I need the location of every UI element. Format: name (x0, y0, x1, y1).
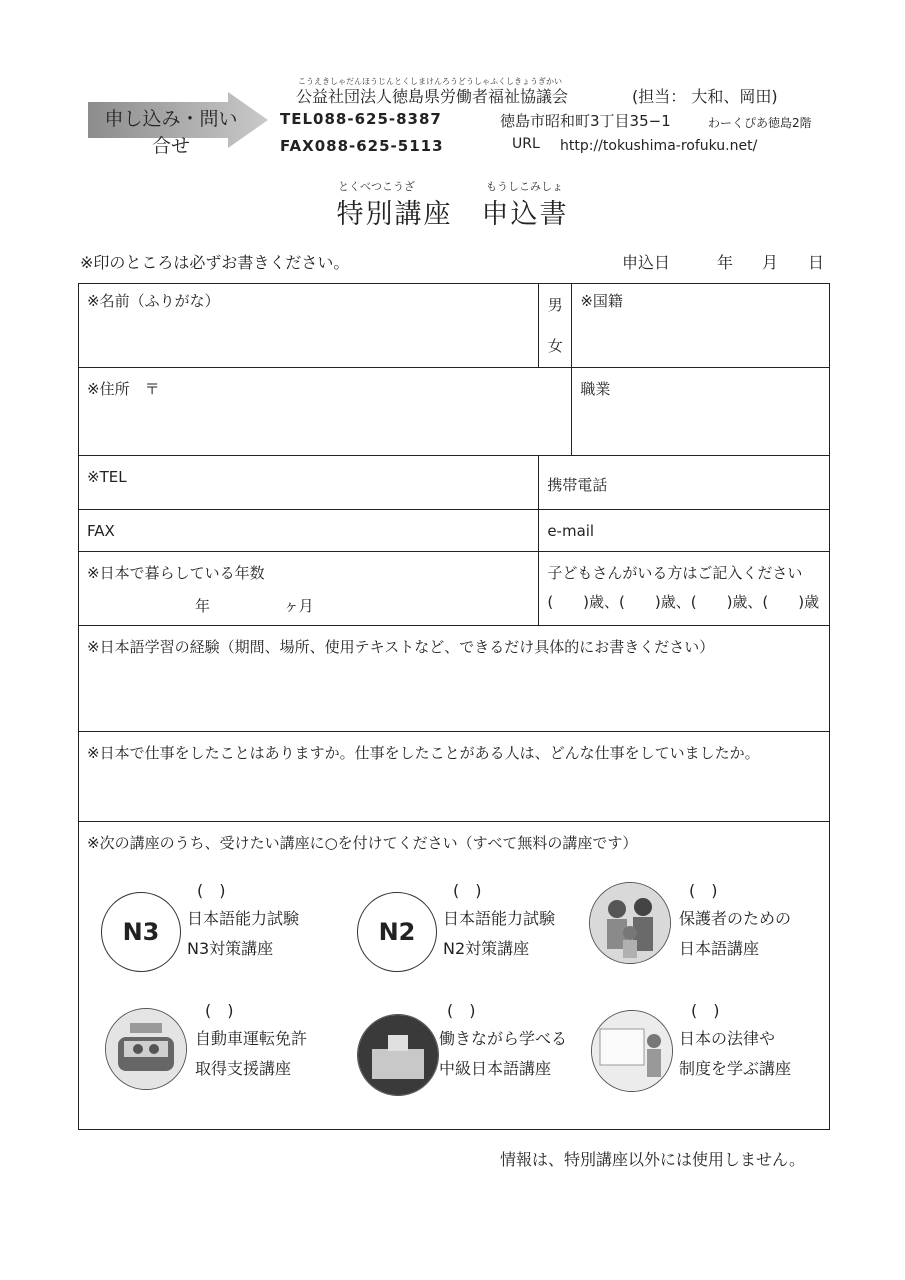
address: 徳島市昭和町3丁目35−1 (500, 112, 671, 130)
course-license-line2: 取得支援講座 (195, 1059, 292, 1078)
work-experience-field[interactable] (79, 732, 830, 822)
org-name: 公益社団法人徳島県労働者福祉協議会 (296, 87, 569, 106)
course-parents-line1: 保護者のための (679, 909, 792, 928)
url-label: URL (512, 136, 540, 152)
nationality-label: ※国籍 (580, 292, 623, 310)
fax-number: FAX088-625-5113 (280, 137, 444, 155)
apply-month: 月 (762, 253, 779, 272)
mobile-label: 携帯電話 (547, 476, 608, 494)
courses-label: ※次の講座のうち、受けたい講座に○を付けてください（すべて無料の講座です） (87, 834, 638, 852)
course-n3-line1: 日本語能力試験 (187, 909, 300, 928)
course-n2[interactable] (443, 904, 555, 964)
course-law-line2: 制度を学ぶ講座 (679, 1059, 792, 1078)
work-label: ※日本で仕事をしたことはありますか。仕事をしたことがある人は、どんな仕事をしていましたか。 (87, 744, 760, 762)
tel-number: TEL088-625-8387 (280, 110, 442, 128)
car-icon (105, 1008, 187, 1090)
course-parents[interactable] (679, 904, 791, 964)
occupation-field[interactable] (572, 368, 830, 456)
contact-badge-label: 申し込み・問い合せ (104, 108, 238, 157)
fax-label: FAX (87, 521, 115, 540)
email-field[interactable] (539, 510, 830, 552)
course-n3[interactable] (187, 904, 299, 964)
org-reading: こうえきしゃだんほうじんとくしまけんろうどうしゃふくしきょうぎかい (298, 77, 562, 86)
study-label: ※日本語学習の経験（期間、場所、使用テキストなど、できるだけ具体的にお書きください） (87, 638, 715, 656)
apply-day: 日 (808, 253, 825, 272)
gender-female[interactable]: 女 (547, 337, 563, 355)
children-label: 子どもさんがいる方はご記入ください (547, 564, 803, 582)
building: わーくぴあ徳島2階 (708, 116, 812, 130)
course-parents-line2: 日本語講座 (679, 939, 760, 958)
address-field[interactable] (79, 368, 572, 456)
name-field[interactable] (79, 284, 539, 368)
course-license-line1: 自動車運転免許 (195, 1029, 308, 1048)
years-in-japan-field[interactable] (79, 552, 539, 626)
occupation-label: 職業 (580, 380, 611, 398)
n2-badge: N2 (357, 892, 437, 972)
course-parents-checkbox[interactable]: ( ) (689, 881, 718, 900)
course-n2-checkbox[interactable]: ( ) (453, 881, 482, 900)
night-house-icon (357, 1014, 439, 1096)
family-icon (589, 882, 671, 964)
page-title: 特別講座 申込書 (336, 199, 569, 230)
name-label: ※名前（ふりがな） (87, 292, 220, 310)
mobile-field[interactable] (539, 456, 830, 510)
course-intermediate[interactable] (439, 1024, 567, 1084)
course-law-line1: 日本の法律や (679, 1029, 776, 1048)
gender-male[interactable]: 男 (547, 296, 563, 314)
email-label: e-mail (547, 521, 595, 540)
lecture-icon (591, 1010, 673, 1092)
months-unit: ヶ月 (283, 597, 314, 615)
required-notice: ※印のところは必ずお書きください。 (80, 253, 350, 272)
tel-field[interactable] (79, 456, 539, 510)
course-license-checkbox[interactable]: ( ) (205, 1001, 234, 1020)
course-license[interactable] (195, 1024, 307, 1084)
course-n2-line2: N2対策講座 (443, 939, 530, 958)
children-ages[interactable]: ( )歳、( )歳、( )歳、( )歳 (547, 593, 820, 611)
contact-person: (担当： 大和、岡田) (632, 87, 778, 106)
tel-label: ※TEL (87, 468, 127, 486)
application-form (78, 283, 830, 1130)
apply-year: 年 (717, 253, 734, 272)
course-intermediate-line1: 働きながら学べる (439, 1029, 568, 1048)
years-unit: 年 (195, 597, 211, 615)
course-selection-field (79, 822, 830, 1130)
children-field[interactable] (539, 552, 830, 626)
course-intermediate-checkbox[interactable]: ( ) (447, 1001, 476, 1020)
n3-badge: N3 (101, 892, 181, 972)
study-experience-field[interactable] (79, 626, 830, 732)
url-link[interactable]: http://tokushima-rofuku.net/ (560, 138, 758, 154)
title-reading-left: とくべつこうざ (338, 180, 415, 193)
address-label: ※住所 〒 (87, 380, 160, 398)
years-label: ※日本で暮らしている年数 (87, 564, 265, 582)
course-n2-line1: 日本語能力試験 (443, 909, 556, 928)
gender-cell[interactable] (539, 284, 572, 368)
privacy-footer: 情報は、特別講座以外には使用しません。 (500, 1150, 805, 1169)
course-law[interactable] (679, 1024, 791, 1084)
course-n3-checkbox[interactable]: ( ) (197, 881, 226, 900)
fax-field[interactable] (79, 510, 539, 552)
nationality-field[interactable] (572, 284, 830, 368)
apply-date-label: 申込日 (622, 253, 671, 272)
title-reading-right: もうしこみしょ (486, 180, 563, 193)
course-n3-line2: N3対策講座 (187, 939, 274, 958)
course-intermediate-line2: 中級日本語講座 (439, 1059, 552, 1078)
course-law-checkbox[interactable]: ( ) (691, 1001, 720, 1020)
